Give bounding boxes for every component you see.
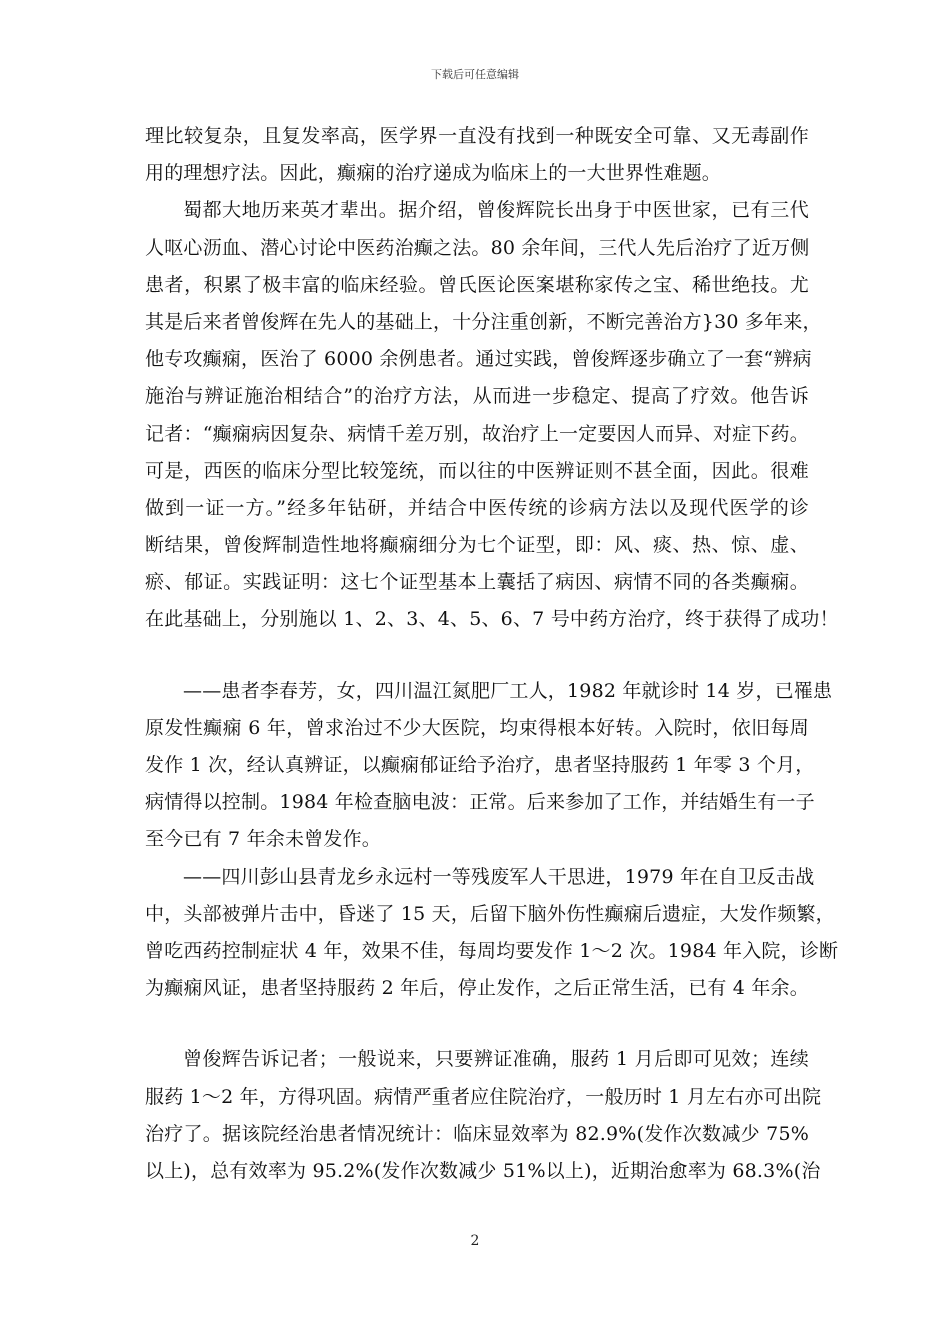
document-body (145, 118, 839, 1190)
paragraph (145, 192, 839, 638)
paragraph (145, 673, 833, 859)
text-line: 病情得以控制。1984 年检查脑电波：正常。后来参加了工作，并结婚生有一子 (145, 791, 815, 814)
text-line: 瘀、郁证。实践证明：这七个证型基本上囊括了病因、病情不同的各类癫痫。 (145, 571, 809, 594)
text-line: 曾俊辉告诉记者；一般说来，只要辨证准确，服药 1 月后即可见效；连续 (183, 1048, 809, 1071)
text-line: 至今已有 7 年余未曾发作。 (145, 828, 381, 851)
text-line: 在此基础上，分别施以 1、2、3、4、5、6、7 号中药方治疗，终于获得了成功！ (145, 608, 839, 631)
paragraph-gap (145, 1007, 809, 1041)
paragraph (145, 1041, 822, 1190)
text-line: 发作 1 次，经认真辨证，以癫痫郁证给予治疗，患者坚持服药 1 年零 3 个月， (145, 754, 815, 776)
text-line: 为癫痫风证，患者坚持服药 2 年后，停止发作，之后正常生活，已有 4 年余。 (145, 977, 809, 1000)
text-line: 原发性癫痫 6 年，曾求治过不少大医院，均束得根本好转。入院时，依旧每周 (145, 716, 809, 739)
text-line: 其是后来者曾俊辉在先人的基础上，十分注重创新，不断完善治方}30 多年来， (145, 310, 822, 333)
paragraph-gap (145, 639, 809, 673)
text-line: 他专攻癫痫，医治了 6000 余例患者。通过实践，曾俊辉逐步确立了一套“辨病 (145, 348, 812, 371)
text-line: 治疗了。据该院经治患者情况统计：临床显效率为 82.9%(发作次数减少 75% (145, 1122, 809, 1145)
text-line: ——患者李春芳，女，四川温江氮肥厂工人，1982 年就诊时 14 岁，已罹患 (183, 679, 833, 702)
text-line: 做到一证一方。”经多年钻研，并结合中医传统的诊病方法以及现代医学的诊 (145, 496, 809, 519)
paragraph (145, 118, 809, 192)
text-line: 服药 1～2 年，方得巩固。病情严重者应住院治疗，一般历时 1 月左右亦可出院 (145, 1085, 822, 1108)
text-line: 蜀都大地历来英才辈出。据介绍，曾俊辉院长出身于中医世家，已有三代 (183, 199, 809, 222)
text-line: 可是，西医的临床分型比较笼统，而以往的中医辨证则不甚全面，因此。很难 (145, 459, 809, 482)
page-number: 2 (470, 1233, 480, 1249)
text-line: 人呕心沥血、潜心讨论中医药治癫之法。80 余年间，三代人先后治疗了近万侧 (145, 236, 810, 259)
text-line: 施治与辨证施治相结合”的治疗方法，从而进一步稳定、提高了疗效。他告诉 (145, 385, 809, 408)
text-line: 中，头部被弹片击中，昏迷了 15 天，后留下脑外伤性癫痫后遗症，大发作频繁， (145, 902, 835, 925)
text-line: 断结果，曾俊辉制造性地将癫痫细分为七个证型，即：风、痰、热、惊、虚、 (145, 534, 809, 557)
text-line: 理比较复杂，且复发率高，医学界一直没有找到一种既安全可靠、又无毒副作 (145, 125, 809, 147)
text-line: ——四川彭山县青龙乡永远村一等残废军人干思进，1979 年在自卫反击战 (183, 865, 815, 888)
page-header: 下载后可任意编辑 (431, 68, 519, 81)
text-line: 曾吃西药控制症状 4 年，效果不佳，每周均要发作 1～2 次。1984 年入院，诊断 (145, 939, 839, 962)
paragraph (145, 859, 839, 1008)
text-line: 患者，积累了极丰富的临床经验。曾氏医论医案堪称家传之宝、稀世绝技。尤 (145, 273, 809, 296)
text-line: 记者：“癫痫病因复杂、病情千差万别，故治疗上一定要因人而异、对症下药。 (145, 422, 809, 445)
text-line: 用的理想疗法。因此，癫痫的治疗递成为临床上的一大世界性难题。 (145, 162, 722, 185)
text-line: 以上)，总有效率为 95.2%(发作次数减少 51%以上)，近期治愈率为 68.3%(治 (145, 1159, 821, 1182)
